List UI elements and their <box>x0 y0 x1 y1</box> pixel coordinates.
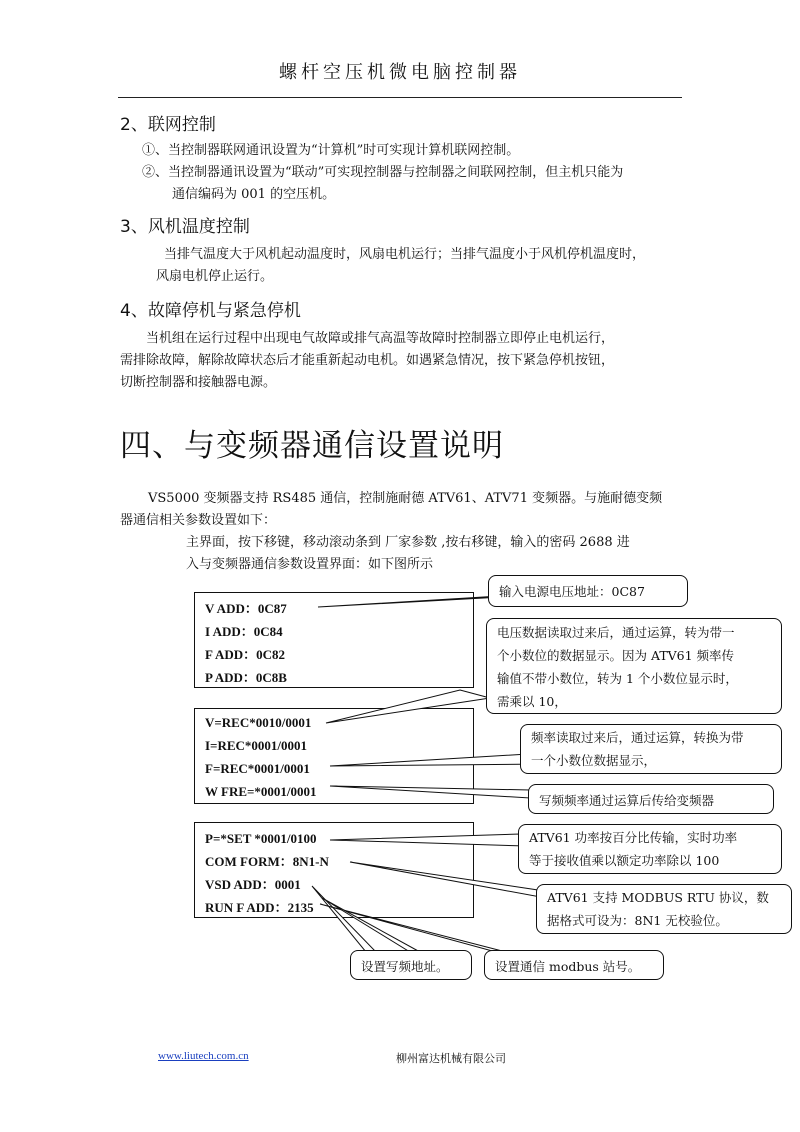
scaling-line-wfre: W FRE=*0001/0001 <box>205 784 317 799</box>
callout-power-line-2: 等于接收值乘以额定功率除以 100 <box>529 853 720 868</box>
callout-voltage-data-line-4: 需乘以 10， <box>497 694 567 709</box>
comm-line-vsd: VSD ADD：0001 <box>205 877 301 892</box>
section-4-line-2: 需排除故障，解除故障状态后才能重新起动电机。如遇紧急情况，按下紧急停机按钮， <box>120 353 615 368</box>
address-line-i: I ADD：0C84 <box>205 624 283 639</box>
comm-line-form: COM FORM：8N1-N <box>205 854 329 869</box>
callout-freq-read <box>520 724 782 774</box>
callout-voltage-data-line-1: 电压数据读取过来后，通过运算，转为带一 <box>497 625 735 640</box>
chapter-line-1: VS5000 变频器支持 RS485 通信，控制施耐德 ATV61、ATV71 变频器。与施耐德变频 <box>148 491 663 506</box>
callout-modbus <box>536 884 792 934</box>
pointer-power <box>330 834 526 846</box>
address-line-f: F ADD：0C82 <box>205 647 286 662</box>
section-4-line-3: 切断控制器和接触器电源。 <box>120 375 277 390</box>
callout-power-line-1: ATV61 功率按百分比传输，实时功率 <box>529 830 738 845</box>
page-header-title: 螺杆空压机微电脑控制器 <box>279 62 521 83</box>
callout-set-station: 设置通信 modbus 站号。 <box>484 950 664 980</box>
comm-line-runf: RUN F ADD：2135 <box>205 900 314 915</box>
callout-freq-read-line-2: 一个小数位数据显示， <box>531 753 657 768</box>
section-4-line-1: 当机组在运行过程中出现电气故障或排气高温等故障时控制器立即停止电机运行， <box>146 331 615 346</box>
callout-voltage-addr: 输入电源电压地址：0C87 <box>488 575 688 607</box>
pointer-write-addr <box>322 898 420 952</box>
section-3-line-1: 当排气温度大于风机起动温度时，风扇电机运行；当排气温度小于风机停机温度时， <box>164 247 646 262</box>
section-2-line-1: ①、当控制器联网通讯设置为“计算机”时可实现计算机联网控制。 <box>142 143 520 158</box>
pointer-modbus <box>350 862 546 898</box>
section-4-heading: 4、故障停机与紧急停机 <box>120 301 301 321</box>
callout-power <box>518 824 782 874</box>
callout-freq-write: 写频频率通过运算后传给变频器 <box>528 784 774 814</box>
chapter-line-4: 入与变频器通信参数设置界面：如下图所示 <box>186 557 434 572</box>
chapter-line-3: 主界面，按下移键，移动滚动条到 厂家参数 ,按右移键，输入的密码 2688 进 <box>186 535 630 550</box>
pointer-station <box>312 886 376 952</box>
pointer-freq-read <box>330 754 546 766</box>
section-2-line-2: ②、当控制器通讯设置为“联动”可实现控制器与控制器之间联网控制，但主机只能为 <box>142 165 624 180</box>
section-3-heading: 3、风机温度控制 <box>120 217 250 237</box>
callout-voltage-data-line-2: 个小数位的数据显示。因为 ATV61 频率传 <box>497 648 735 663</box>
section-2-heading: 2、联网控制 <box>120 115 216 135</box>
callout-modbus-line-1: ATV61 支持 MODBUS RTU 协议，数 <box>547 890 769 905</box>
section-3-line-2: 风扇电机停止运行。 <box>156 269 274 284</box>
scaling-line-i: I=REC*0001/0001 <box>205 738 308 753</box>
callout-modbus-line-2: 据格式可设为：8N1 无校验位。 <box>547 913 728 928</box>
chapter-line-2: 器通信相关参数设置如下： <box>120 513 277 528</box>
section-2-line-3: 通信编码为 001 的空压机。 <box>172 187 336 202</box>
scaling-line-v: V=REC*0010/0001 <box>205 715 312 730</box>
callout-freq-read-line-1: 频率读取过来后，通过运算，转换为带 <box>531 730 744 745</box>
address-line-p: P ADD：0C8B <box>205 670 287 685</box>
footer-website-link[interactable]: www.liutech.com.cn <box>158 1050 249 1062</box>
footer-company: 柳州富达机械有限公司 <box>396 1052 506 1065</box>
callout-voltage-data <box>486 618 782 714</box>
callout-set-write-addr: 设置写频地址。 <box>350 950 472 980</box>
scaling-line-f: F=REC*0001/0001 <box>205 761 310 776</box>
pointer-freq-write <box>330 786 530 798</box>
chapter-title: 四、与变频器通信设置说明 <box>120 428 504 464</box>
comm-line-p: P=*SET *0001/0100 <box>205 831 317 846</box>
address-line-v: V ADD：0C87 <box>205 601 287 616</box>
pointer-voltage-data <box>326 690 490 723</box>
callout-voltage-data-line-3: 输值不带小数位，转为 1 个小数位显示时， <box>497 671 738 686</box>
